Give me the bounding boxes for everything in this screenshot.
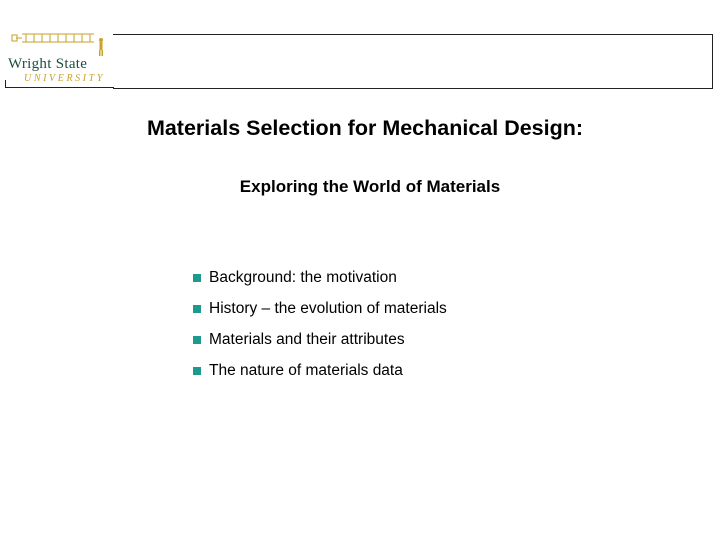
bullet-list — [193, 262, 447, 386]
header-frame — [113, 34, 713, 89]
list-item — [193, 293, 447, 324]
bullet-text: The nature of materials data — [209, 361, 403, 379]
square-bullet-icon — [193, 274, 201, 282]
square-bullet-icon — [193, 305, 201, 313]
logo-wordmark: Wright State — [8, 56, 88, 72]
square-bullet-icon — [193, 367, 201, 375]
bullet-text: Background: the motivation — [209, 268, 397, 286]
list-item — [193, 262, 447, 293]
figure-icon — [99, 38, 103, 56]
list-item — [193, 324, 447, 355]
header-rule — [5, 87, 114, 88]
wright-flyer-icon — [12, 34, 94, 42]
square-bullet-icon — [193, 336, 201, 344]
slide-title: Materials Selection for Mechanical Design: — [146, 116, 584, 140]
logo-wordmark-subline: UNIVERSITY — [24, 73, 105, 84]
list-item — [193, 355, 447, 386]
bullet-text: History – the evolution of materials — [209, 299, 447, 317]
bullet-text: Materials and their attributes — [209, 330, 405, 348]
slide-subtitle: Exploring the World of Materials — [239, 177, 501, 196]
